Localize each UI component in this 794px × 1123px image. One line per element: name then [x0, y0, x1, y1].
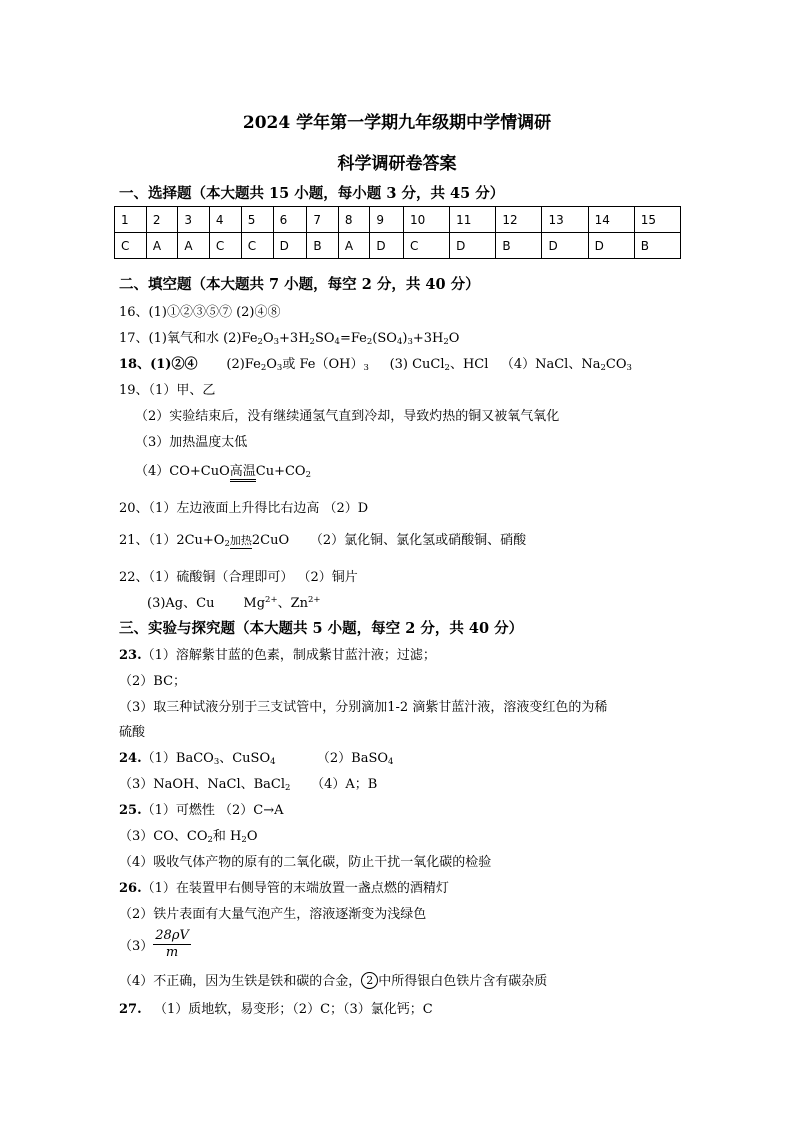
answer-cell: B — [307, 233, 339, 259]
answer-row — [115, 233, 681, 259]
q16-answer: 16、(1)①②③⑤⑦ (2)④⑧ — [119, 305, 281, 320]
reaction-condition-heat: 加热 — [229, 534, 252, 547]
q24-line1: 24.（1）BaCO$_3$、CuSO$_4$ （2）BaSO$_4$ — [119, 751, 394, 767]
q26-part1: 26.（1）在装置甲右侧导管的末端放置一盏点燃的酒精灯 — [119, 881, 449, 896]
q26-part2: （2）铁片表面有大量气泡产生，溶液逐渐变为浅绿色 — [119, 907, 427, 922]
answer-cell: D — [542, 233, 588, 259]
q17-answer: 17、(1)氧气和水 $(2)Fe_2O_3+3H_2SO_4=Fe_2(SO_4)_3+3H_2O$ — [119, 331, 460, 347]
answer-cell: C — [241, 233, 273, 259]
question-number-cell: 3 — [178, 207, 210, 233]
q19-part1: 19、（1）甲、乙 — [119, 383, 216, 398]
answer-key-title: 科学调研卷答案 — [337, 154, 457, 174]
answer-cell: D — [588, 233, 634, 259]
q26-part4: （4）不正确，因为生铁是铁和碳的合金， 2 中所得银白色铁片含有碳杂质 — [119, 974, 548, 989]
q23-part2: （2）BC； — [119, 674, 187, 689]
section-3-heading: 三、实验与探究题（本大题共 5 小题，每空 2 分，共 40 分） — [119, 620, 524, 637]
q19-part2: （2）实验结束后，没有继续通氢气直到冷却，导致灼热的铜又被氧气氧化 — [135, 409, 560, 424]
question-number-cell: 1 — [115, 207, 147, 233]
question-number-cell: 12 — [496, 207, 542, 233]
question-number-cell: 4 — [209, 207, 241, 233]
answer-cell: D — [273, 233, 307, 259]
section-1-heading: 一、选择题（本大题共 15 小题，每小题 3 分，共 45 分） — [119, 185, 505, 202]
exam-title: 2024 学年第一学期九年级期中学情调研 — [242, 113, 552, 133]
q25-part4: （4）吸收气体产物的原有的二氧化碳，防止干扰一氧化碳的检验 — [119, 855, 492, 870]
question-number-cell: 11 — [450, 207, 496, 233]
q20-answer: 20、（1）左边液面上升得比右边高 （2）D — [119, 501, 369, 516]
question-number-cell: 14 — [588, 207, 634, 233]
q26-part3: （3） $\frac{28\rho V}{m}$ — [119, 928, 189, 960]
answer-cell: C — [404, 233, 450, 259]
answer-cell: A — [178, 233, 210, 259]
answer-cell: C — [115, 233, 147, 259]
section-2-heading: 二、填空题（本大题共 7 小题，每空 2 分，共 40 分） — [119, 276, 480, 293]
question-number-cell: 15 — [634, 207, 680, 233]
q23-part3: （3）取三种试液分别于三支试管中，分别滴加1-2 滴紫甘蓝汁液，溶液变红色的为稀 — [119, 700, 608, 715]
answer-cell: D — [450, 233, 496, 259]
answer-cell: D — [370, 233, 404, 259]
question-number-cell: 2 — [146, 207, 178, 233]
q24-line2: （3）NaOH、NaCl、BaCl$_2$ （4）A；B — [119, 777, 378, 793]
answer-cell: A — [338, 233, 370, 259]
q19-part4: （4）CO+CuO高温$Cu+CO_2$ — [135, 464, 312, 480]
question-number-cell: 10 — [404, 207, 450, 233]
answer-cell: A — [146, 233, 178, 259]
q21-answer: 21、$(1)2Cu+O_2$加热2CuO （2）氯化铜、氯化氢或硝酸铜、硝酸 — [119, 533, 527, 549]
question-number-row — [115, 207, 681, 233]
question-number-cell: 7 — [307, 207, 339, 233]
q23-part3-cont: 硫酸 — [119, 725, 146, 740]
q18-answer: 18、(1)②④ $(2)Fe_2O_3$或 $Fe(OH)_3$ (3) CuCl$_2$、HCl （4）NaCl、$Na_2CO_3$ — [119, 357, 632, 373]
question-number-cell: 9 — [370, 207, 404, 233]
q25-part1: 25.（1）可燃性 （2）C→A — [119, 803, 284, 818]
question-number-cell: 8 — [338, 207, 370, 233]
q22-part3: (3)Ag、Cu $Mg^{2+}$、$Zn^{2+}$ — [147, 595, 321, 611]
q23-part1: 23.（1）溶解紫甘蓝的色素，制成紫甘蓝汁液；过滤； — [119, 648, 436, 663]
question-number-cell: 5 — [241, 207, 273, 233]
density-fraction: $\frac{28\rho V}{m}$ — [155, 928, 189, 960]
question-number-cell: 6 — [273, 207, 307, 233]
q27-answer: 27. （1）质地软，易变形；（2）C；（3）氯化钙；C — [119, 1002, 433, 1017]
q22-part1: 22、（1）硫酸铜（合理即可） （2）铜片 — [119, 570, 358, 585]
q19-part3: （3）加热温度太低 — [135, 435, 248, 450]
multiple-choice-answer-table — [114, 206, 681, 259]
question-number-cell: 13 — [542, 207, 588, 233]
reaction-condition-high-temp: 高温 — [230, 465, 256, 482]
answer-cell: B — [496, 233, 542, 259]
circled-number-2: 2 — [361, 972, 378, 989]
q25-part3: （3）CO、$CO_2$和 $H_2O$ — [119, 829, 258, 845]
answer-cell: B — [634, 233, 680, 259]
answer-cell: C — [209, 233, 241, 259]
